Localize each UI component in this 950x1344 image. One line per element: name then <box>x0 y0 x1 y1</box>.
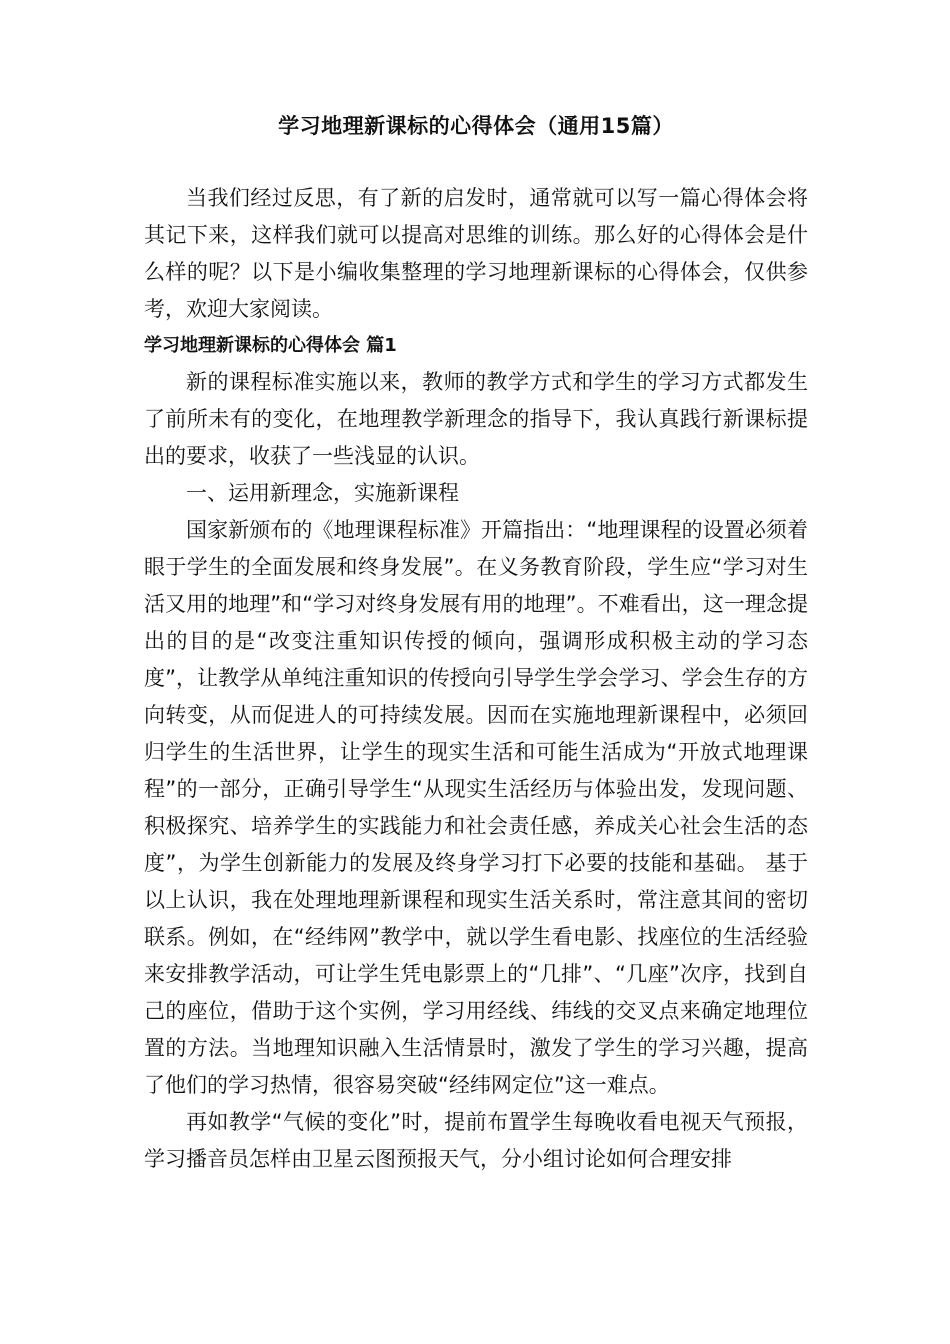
section-heading-1: 学习地理新课标的心得体会 篇1 <box>144 335 397 356</box>
subheading-paragraph: 一、运用新理念，实施新课程 <box>186 481 459 505</box>
body-paragraph-1: 新的课程标准实施以来，教师的教学方式和学生的学习方式都发生了前所未有的变化，在地理教学新理念的指导下，我认真践行新课标提出的要求，收获了一些浅显的认识。 <box>144 370 808 468</box>
body-paragraph-2: 国家新颁布的《地理课程标准》开篇指出：“地理课程的设置必须着眼于学生的全面发展和终身发展”。在义务教育阶段，学生应“学习对生活又用的地理”和“学习对终身发展有用的地理”。不难看出，这一理念提出的目的是“改变注重知识传授的倾向，强调形成积极主动的学习态度”，让教学从单纯注重知识的传授向引导学生学会学习、学会生存的方向转变，从而促进人的可持续发展。因而在实施地理新课程中，必须回归学生的生活世界，让学生的现实生活和可能生活成为“开放式地理课程”的一部分，正确引导学生“从现实生活经历与体验出发，发现问题、积极探究、培养学生的实践能力和社会责任感，养成关心社会生活的态度”，为学生创新能力的发展及终身学习打下必要的技能和基础。 基于以上认识，我在处理地理新课程和现实生活关系时，常注意其间的密切联系。例如，在“经纬网”教学中，就以学生看电影、找座位的生活经验来安排教学活动，可让学生凭电影票上的“几排”、“几座”次序，找到自己的座位，借助于这个实例，学习用经线、纬线的交叉点来确定地理位置的方法。当地理知识融入生活情景时，激发了学生的学习兴趣，提高了他们的学习热情，很容易突破“经纬网定位”这一难点。 <box>144 518 808 1097</box>
document-page <box>144 108 808 1178</box>
document-title: 学习地理新课标的心得体会（通用15篇） <box>278 114 674 138</box>
intro-paragraph: 当我们经过反思，有了新的启发时，通常就可以写一篇心得体会将其记下来，这样我们就可以提高对思维的训练。那么好的心得体会是什么样的呢？以下是小编收集整理的学习地理新课标的心得体会，仅供参考，欢迎大家阅读。 <box>144 186 808 321</box>
body-paragraph-3: 再如教学“气候的变化”时，提前布置学生每晚收看电视天气预报，学习播音员怎样由卫星云图预报天气，分小组讨论如何合理安排 <box>144 1110 808 1171</box>
